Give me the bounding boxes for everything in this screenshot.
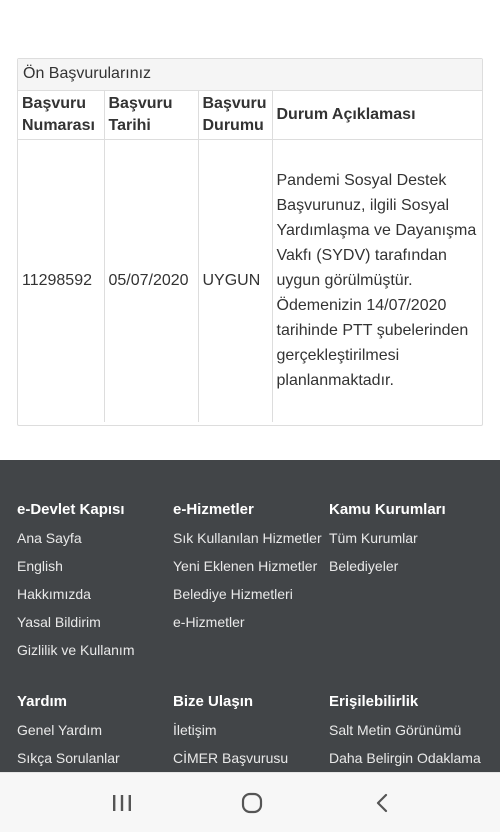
footer-link-municipalities[interactable]: Belediyeler [329,558,399,574]
header-status-description: Durum Açıklaması [272,91,482,140]
footer-link-municipal-services[interactable]: Belediye Hizmetleri [173,586,293,602]
footer-column-contact [173,692,333,772]
footer-heading: e-Devlet Kapısı [17,501,125,518]
panel-title: Ön Başvurularınız [18,59,482,91]
footer-heading: e-Hizmetler [173,501,254,518]
footer-link-home[interactable]: Ana Sayfa [17,530,82,546]
back-button[interactable] [360,787,404,819]
footer-link-focus-highlight[interactable]: Daha Belirgin Odaklama [329,750,481,766]
recent-apps-icon [111,793,133,813]
footer-link-eservices[interactable]: e-Hizmetler [173,614,245,630]
footer-link-general-help[interactable]: Genel Yardım [17,722,103,738]
table-header-row [18,91,482,140]
footer-link-legal[interactable]: Yasal Bildirim [17,614,101,630]
back-icon [372,792,392,814]
footer-heading: Erişilebilirlik [329,693,419,710]
footer-column-edevlet [17,500,177,664]
cell-application-status: UYGUN [198,140,272,422]
footer-link-text-only[interactable]: Salt Metin Görünümü [329,722,462,738]
footer-link-new-services[interactable]: Yeni Eklenen Hizmetler [173,558,318,574]
footer-heading: Bize Ulaşın [173,693,254,710]
footer-link-faq[interactable]: Sıkça Sorulanlar [17,750,120,766]
footer-link-frequent-services[interactable]: Sık Kullanılan Hizmetler [173,530,322,546]
android-navigation-bar [0,772,500,832]
footer-link-cimer[interactable]: CİMER Başvurusu [173,750,289,766]
header-application-status: Başvuru Durumu [198,91,272,140]
applications-table [18,91,482,422]
home-button[interactable] [230,787,274,819]
site-footer [0,460,500,772]
recent-apps-button[interactable] [100,787,144,819]
home-icon [240,792,264,814]
header-application-number: Başvuru Numarası [18,91,104,140]
table-row [18,140,482,422]
footer-link-contact[interactable]: İletişim [173,722,217,738]
pre-applications-panel [17,58,483,426]
footer-heading: Yardım [17,693,68,710]
footer-column-institutions [329,500,489,580]
header-application-date: Başvuru Tarihi [104,91,198,140]
footer-column-eservices [173,500,333,636]
footer-column-accessibility [329,692,499,772]
cell-application-number: 11298592 [18,140,104,422]
footer-link-english[interactable]: English [17,558,63,574]
cell-application-date: 05/07/2020 [104,140,198,422]
footer-heading: Kamu Kurumları [329,501,446,518]
footer-link-all-institutions[interactable]: Tüm Kurumlar [329,530,418,546]
cell-status-description: Pandemi Sosyal Destek Başvurunuz, ilgili Sosyal Yardımlaşma ve Dayanışma Vakfı (SYDV) tarafından uygun görülmüştür. Ödemenizin 14/07/2020 tarihinde PTT şubelerinden gerçekleştirilmesi planlanmaktadır. [276,172,477,390]
footer-link-privacy[interactable]: Gizlilik ve Kullanım [17,642,135,658]
footer-link-about[interactable]: Hakkımızda [17,586,91,602]
footer-column-help [17,692,177,772]
